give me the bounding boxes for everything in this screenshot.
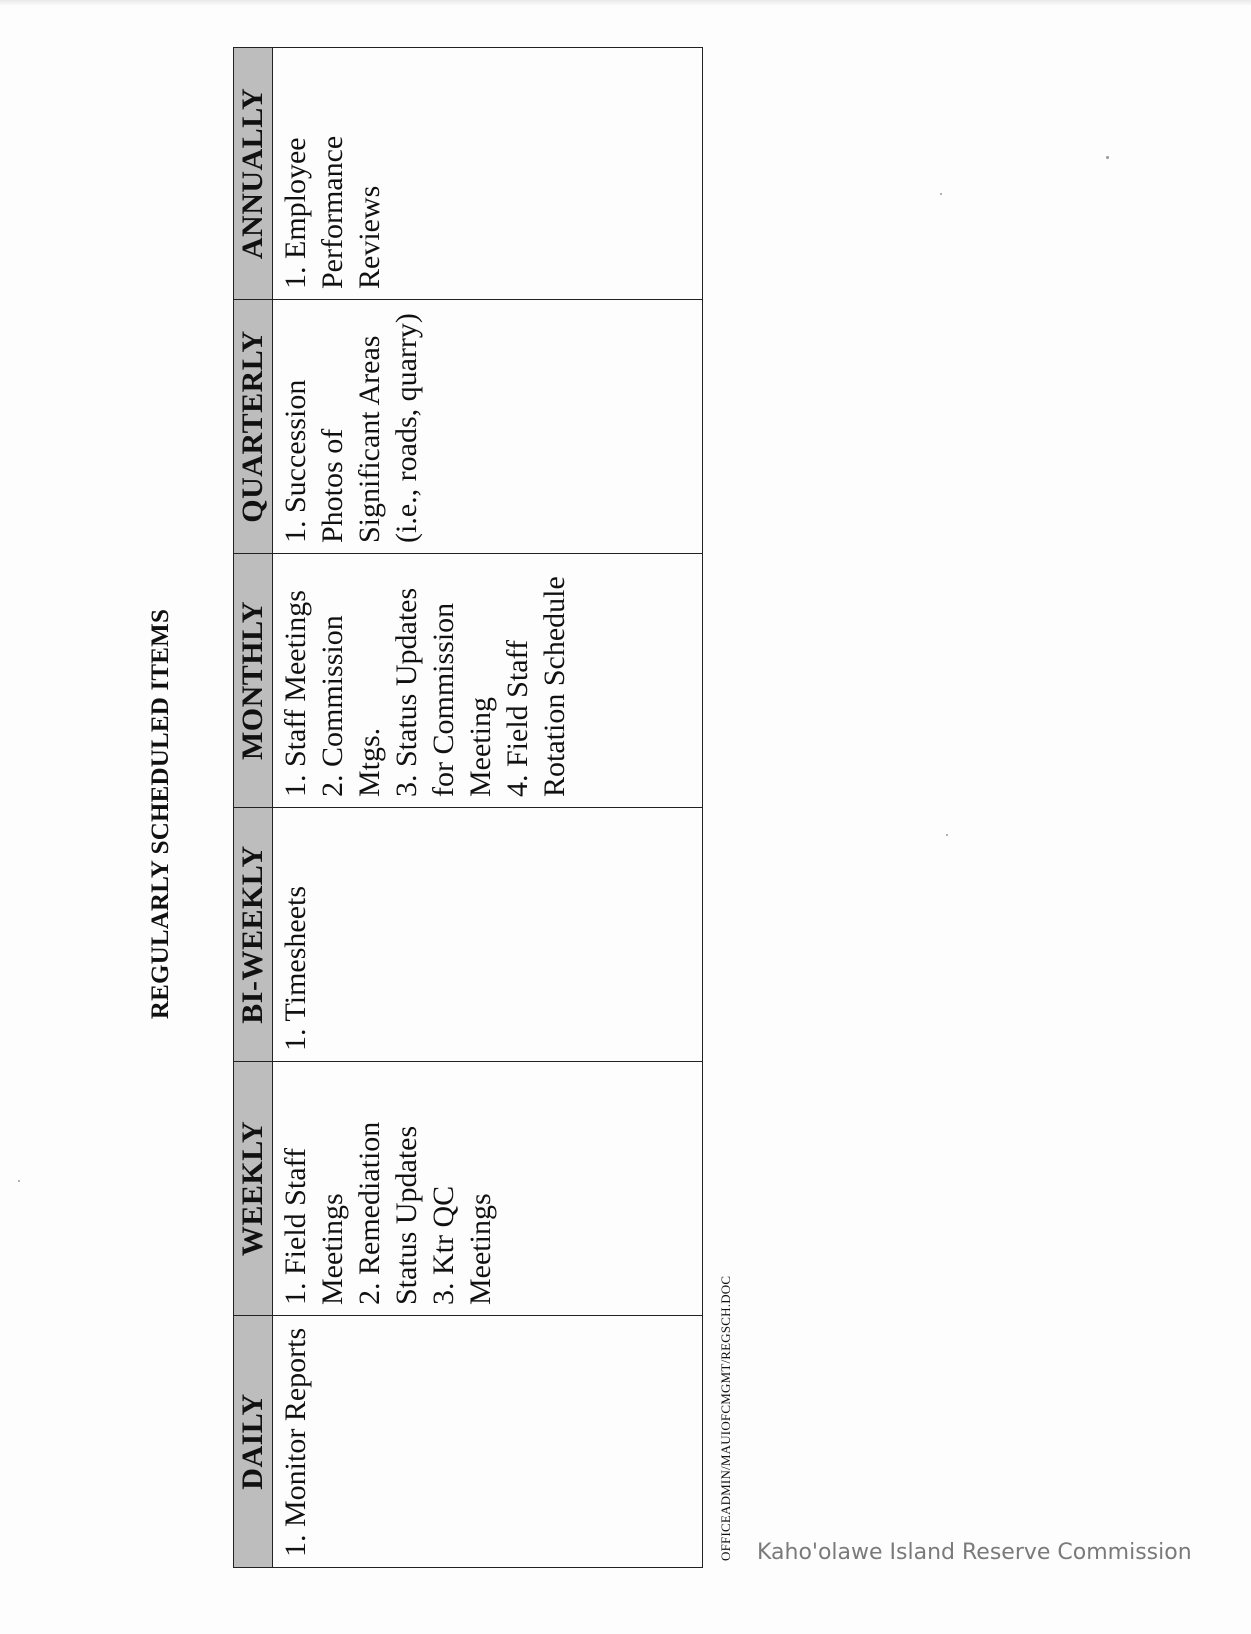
scan-speck xyxy=(946,834,948,836)
weekly-cell xyxy=(273,1062,703,1316)
list-item: 2. Remediation Status Updates xyxy=(353,1121,423,1305)
footer-file-path: OFFICEADMIN/MAUIOFCMGMT/REGSCH.DOC xyxy=(718,1275,733,1561)
header-row xyxy=(234,48,273,1568)
annually-cell xyxy=(273,48,703,300)
list-item: 3. Status Updates for Commission Meeting xyxy=(390,587,497,797)
list-item: 1. Employee Performance Reviews xyxy=(279,135,386,289)
bi-weekly-cell xyxy=(273,808,703,1062)
list-item: 1. Field Staff Meetings xyxy=(279,1148,349,1305)
list-item: 3. Ktr QC Meetings xyxy=(427,1185,497,1305)
table-row xyxy=(273,48,703,1568)
column-header-annually: ANNUALLY xyxy=(234,48,273,300)
scan-speck xyxy=(940,193,942,195)
monthly-cell xyxy=(273,554,703,808)
schedule-table xyxy=(233,47,703,1568)
column-header-daily: DAILY xyxy=(234,1316,273,1568)
scan-speck xyxy=(1106,156,1109,159)
column-header-weekly: WEEKLY xyxy=(234,1062,273,1316)
quarterly-cell xyxy=(273,300,703,554)
column-header-quarterly: QUARTERLY xyxy=(234,300,273,554)
document-title: REGULARLY SCHEDULED ITEMS xyxy=(147,608,174,1020)
watermark-text: Kaho'olawe Island Reserve Commission xyxy=(757,1540,1192,1565)
column-header-bi-weekly: BI-WEEKLY xyxy=(234,808,273,1062)
list-item: 2. Commission Mtgs. xyxy=(316,615,386,797)
daily-cell xyxy=(273,1316,703,1568)
column-header-monthly: MONTHLY xyxy=(234,554,273,808)
list-item: 1. Staff Meetings xyxy=(279,590,312,797)
list-item: 4. Field Staff Rotation Schedule xyxy=(501,576,571,797)
list-item: 1. Succession Photos of Significant Areas (i.e., roads, quarry) xyxy=(279,313,423,543)
list-item: 1. Monitor Reports xyxy=(279,1327,312,1557)
list-item: 1. Timesheets xyxy=(279,885,312,1051)
scan-speck xyxy=(18,1180,20,1182)
